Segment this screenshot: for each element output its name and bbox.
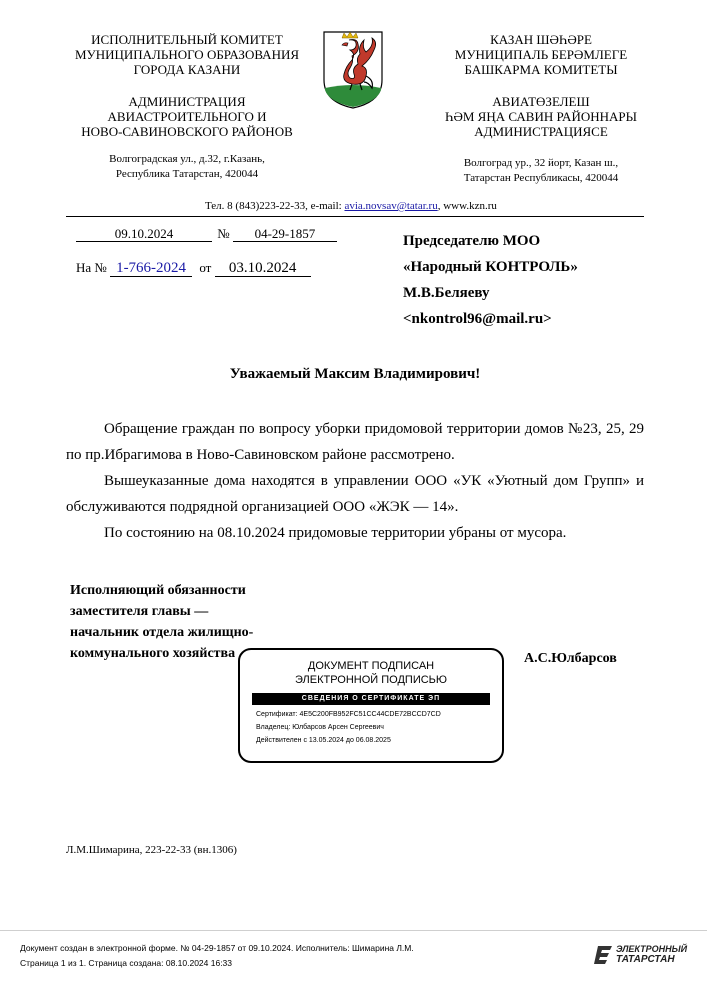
right-admin-line: АДМИНИСТРАЦИЯСЕ <box>474 124 608 139</box>
email-link[interactable]: avia.novsav@tatar.ru <box>344 200 438 212</box>
left-org-line: ГОРОДА КАЗАНИ <box>133 62 241 77</box>
stamp-owner: Владелец: Юлбарсов Арсен Сергеевич <box>256 724 384 731</box>
stamp-validity: Действителен с 13.05.2024 до 06.08.2025 <box>256 737 391 744</box>
logo-line: ТАТАРСТАН <box>616 954 675 965</box>
ref-from-label: от <box>199 260 212 275</box>
salutation: Уважаемый Максим Владимирович! <box>229 366 481 382</box>
logo-line: ЭЛЕКТРОННЫЙ <box>616 944 688 954</box>
body-paragraph: Вышеуказанные дома находятся в управлении ООО «УК «Уютный дом Групп» и обслуживаются подрядной организацией ООО «ЖЭК — 14». <box>66 473 644 515</box>
right-admin-line: АВИАТӨЗЕЛЕШ <box>492 94 590 109</box>
stamp-certificate: Сертификат: 4E5C200FB952FC51CC44CDE72BCCD7CD <box>256 711 441 718</box>
number-label: № <box>217 226 230 241</box>
footer-line: Документ создан в электронной форме. № 04-29-1857 от 09.10.2024. Исполнитель: Шимарина Л.М. <box>20 943 414 953</box>
left-admin-line: АДМИНИСТРАЦИЯ <box>128 94 246 109</box>
right-admin-block <box>432 94 650 139</box>
footer-line: Страница 1 из 1. Страница создана: 08.10.2024 16:33 <box>20 958 233 968</box>
electronic-tatarstan-logo-icon <box>594 944 614 966</box>
right-org-line: БАШКАРМА КОМИТЕТЫ <box>464 62 618 77</box>
right-address-line: Волгоград ур., 32 йорт, Казан ш., <box>463 157 619 169</box>
right-org-line: КАЗАН ШӘҺӘРЕ <box>490 32 592 47</box>
e-signature-stamp <box>238 648 504 763</box>
left-admin-line: НОВО-САВИНОВСКОГО РАЙОНОВ <box>81 124 293 139</box>
signer-name: А.С.Юлбарсов <box>524 651 617 666</box>
recipient-line: Председателю МОО <box>403 233 541 249</box>
signer-position-line: заместителя главы — <box>70 604 209 619</box>
recipient-line: «Народный КОНТРОЛЬ» <box>403 259 578 275</box>
phone-text: Тел. 8 (843)223-22-33, e-mail: <box>205 200 342 212</box>
ref-date: 03.10.2024 <box>215 261 311 277</box>
ref-label: На № <box>76 260 107 275</box>
right-org-line: МУНИЦИПАЛЬ БЕРӘМЛЕГЕ <box>454 47 628 62</box>
doc-number: 04-29-1857 <box>233 226 337 242</box>
doc-date-number-row <box>76 226 337 242</box>
right-admin-line: ҺӘМ ЯҢА САВИН РАЙОННАРЫ <box>445 109 637 124</box>
left-address-line: Волгоградская ул., д.32, г.Казань, <box>109 153 265 165</box>
stamp-title <box>240 659 502 687</box>
left-org-line: МУНИЦИПАЛЬНОГО ОБРАЗОВАНИЯ <box>74 47 300 62</box>
body-paragraph: Обращение граждан по вопросу уборки придомовой территории домов №23, 25, 29 по пр.Ибрагимова в Ново-Савиновском районе рассмотрено. <box>66 421 644 463</box>
header-divider <box>66 216 644 217</box>
letter-body <box>66 416 644 546</box>
executor-info: Л.М.Шимарина, 223-22-33 (вн.1306) <box>66 844 237 856</box>
doc-date: 09.10.2024 <box>76 226 212 242</box>
electronic-tatarstan-logo <box>594 943 690 967</box>
right-address-line: Татарстан Республикасы, 420044 <box>463 172 619 184</box>
right-address <box>432 156 650 186</box>
left-admin-block <box>56 94 318 139</box>
body-paragraph: По состоянию на 08.10.2024 придомовые территории убраны от мусора. <box>104 525 567 541</box>
left-org-line: ИСПОЛНИТЕЛЬНЫЙ КОМИТЕТ <box>91 32 283 47</box>
recipient-email: <nkontrol96@mail.ru> <box>403 311 552 327</box>
site-text: , www.kzn.ru <box>437 200 497 212</box>
left-admin-line: АВИАСТРОИТЕЛЬНОГО И <box>107 109 267 124</box>
footer-divider <box>0 930 707 931</box>
kazan-coat-of-arms-icon <box>322 30 384 110</box>
left-org-block <box>56 32 318 77</box>
signer-position-line: Исполняющий обязанности <box>70 583 246 598</box>
stamp-title-line: ЭЛЕКТРОННОЙ ПОДПИСЬЮ <box>294 674 448 686</box>
right-org-block <box>432 32 650 77</box>
footer-text <box>20 941 414 971</box>
signer-position-line: коммунального хозяйства <box>70 646 236 661</box>
recipient-line: М.В.Беляеву <box>403 285 490 301</box>
signer-position <box>70 580 253 664</box>
left-address <box>56 152 318 182</box>
signer-position-line: начальник отдела жилищно- <box>70 625 254 640</box>
contacts-line <box>205 200 497 212</box>
stamp-title-line: ДОКУМЕНТ ПОДПИСАН <box>307 660 435 672</box>
recipient-block <box>403 228 578 332</box>
stamp-certificate-bar: СВЕДЕНИЯ О СЕРТИФИКАТЕ ЭП <box>252 693 490 705</box>
left-address-line: Республика Татарстан, 420044 <box>115 168 259 180</box>
reference-row <box>76 260 311 277</box>
ref-number: 1-766-2024 <box>110 261 192 277</box>
